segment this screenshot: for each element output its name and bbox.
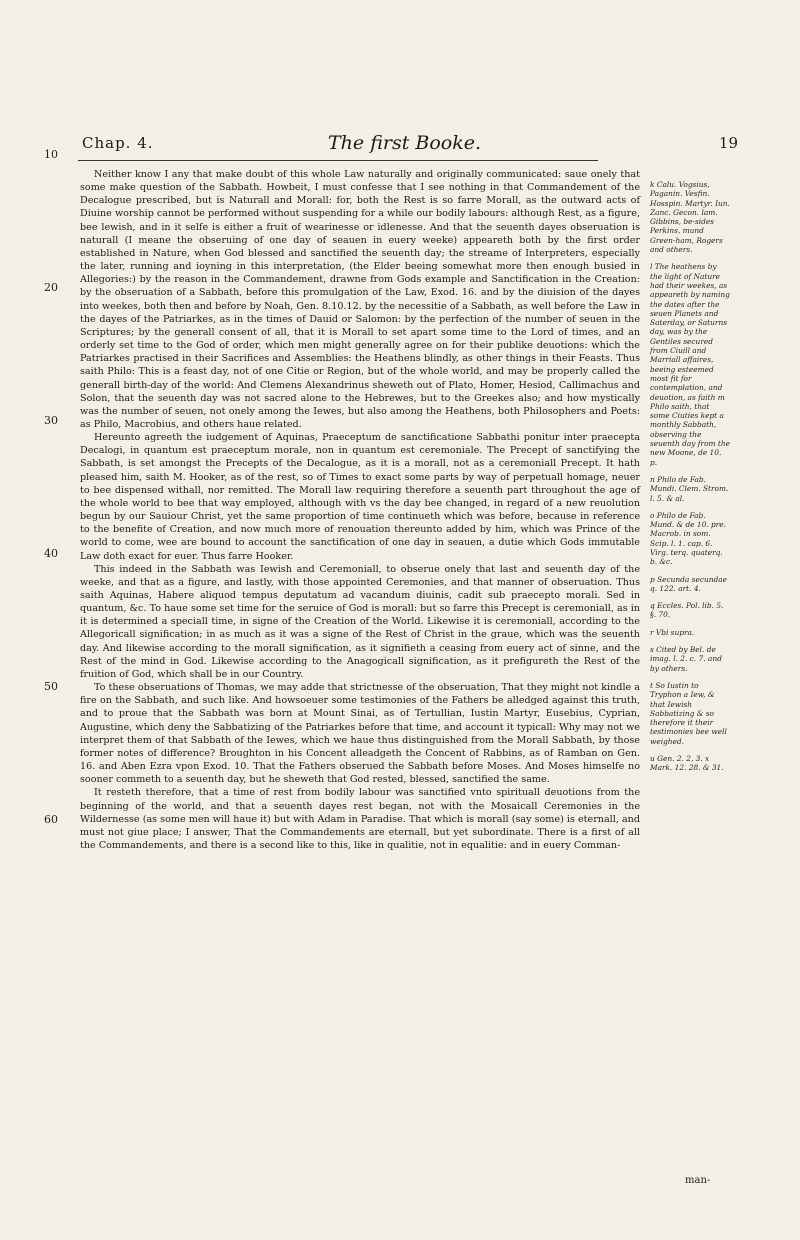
margin-note: p Secunda secundae q. 122. art. 4. [650,574,727,593]
margin-note: r Vbi supra. [650,627,695,637]
margin-note: n Philo de Fab. Mundi. Clem. Strom. l. 5. & al. [650,474,729,503]
paragraph: Hereunto agreeth the iudgement of Aquinas, Praeceptum de sanctificatione Sabbathi ponitur inter praecepta Decalogi, in quantum est praeceptum morale, non in quantum est ceremoniale. The Precept of sanctifying the Sabbath, is set amongst the Precepts of the Decalogue, as it is a morall, not as a ceremoniall Precept. It hath pleased him, saith M. Hooker, as of the rest, so of Times to exact some parts by way of perpetuall homage, neuer to bee dispensed withall, nor remitted. The Morall law requiring therefore a seuenth part throughout the age of the whole world to bee that way employed, although with vs the day bee changed, in regard of a new reuolution begun by our Sauiour Christ, yet the same proportion of time continueth which was before, because in reference to the benefite of Creation, and now much more of renouation thereunto added by him, which was Prince of the world to come, wee are bound to account the sanctification of one day in seauen, a dutie which Gods immutable Law doth exact for euer. Thus farre Hooker. [80,432,640,562]
line-number: 60 [44,813,58,826]
line-number: 30 [44,414,58,427]
line-number: 20 [44,281,58,294]
paragraph: To these obseruations of Thomas, we may adde that strictnesse of the obseruation, That they might not kindle a fire on the Sabbath, and such like. And howsoeuer some testimonies of the Fathers be alledged against this truth, and to proue that the Sabbath was born at Mount Sinai, as of Tertullian, Iustin Martyr, Eusebius, Cyprian, Augustine, which deny the Sabbatizing of the Patriarkes before that time, and account it typicall: Why may not we interpret them of that Sabbath of the Iewes, which we haue thus distinguished from the Morall Sabbath, by those former notes of difference? Broughton in his Concent alleadgeth the Concent of Rabbins, as of Ramban on Gen. 16. and Aben Ezra vpon Exod. 10. That the Fathers obserued the Sabbath before Moses. And Moses himselfe no sooner commeth to a seuenth day, but he sheweth that God rested, blessed, sanctified the same. [80,682,640,786]
margin-note: q Eccles. Pol. lib. 5. §. 70. [650,601,724,620]
marginal-notes [650,180,730,781]
paragraph: It resteth therefore, that a time of rest from bodily labour was sanctified vnto spirituall deuotions from the beginning of the world, and that a seuenth dayes rest began, not with the Mosaicall Ceremonies in the Wildernesse (as some men will haue it) but with Adam in Paradise. That which is morall (say some) is eternall, and must not giue place; I answer, That the Commandements are eternall, but yet subordinate. There is a first of all the Commandements, and there is a second like to this, like in qualitie, not in equalitie: and in euery Comman- [80,787,640,851]
running-title: The first Booke. [328,132,482,154]
main-text [80,168,640,852]
margin-note: o Philo de Fab. Mund. & de 10. pre. Macrob. in som. Scip. l. 1. cap. 6. Virg. terq. quaterq. b. &c. [650,510,726,567]
paragraph: This indeed in the Sabbath was Iewish and Ceremoniall, to obserue onely that last and seuenth day of the weeke, and that as a figure, and lastly, with those appointed Ceremonies, and that manner of obseruation. Thus saith Aquinas, Habere aliquod tempus deputatum ad vacandum diuinis, cadit sub praecepto morali. Sed in quantum, &c. To haue some set time for the seruice of God is morall: but so farre this Precept is ceremoniall, as in it is determined a speciall time, in signe of the Creation of the World. Likewise it is ceremoniall, according to the Allegoricall signification; in as much as it was a signe of the Rest of Christ in the graue, which was the seuenth day. And likewise according to the morall signification, as it signifieth a ceasing from euery act of sinne, and the Rest of the mind in God. Likewise according to the Anagogicall signification, as it prefigureth the Rest of the fruition of God, which shall be in our Country. [80,563,640,680]
line-number: 10 [44,148,58,161]
chapter-label: Chap. 4. [82,134,154,152]
margin-note: u Gen. 2. 2, 3. x Mark. 12. 28. & 31. [650,754,724,773]
catchword: man- [685,1175,711,1186]
page-number: 19 [718,134,738,152]
margin-note: k Calu. Vogsius, Paganin. Vesfin. Hosspin. Martyr. Iun. Zanc. Gecon. lam. Gibbins, be-sides Perkins, mund Green-ham, Rogers and others. [650,180,730,255]
paragraph: Neither know I any that make doubt of this whole Law naturally and originally communicated: saue onely that some make question of the Sabbath. Howbeit, I must confesse that I see nothing in that Commandement of the Decalogue prescribed, but is Naturall and Morall: for, both the Rest is so farre Morall, as the outward acts of Diuine worship cannot be performed without suspending for a while our bodily labours: although Rest, as a figure, bee lewish, and in it selfe is either a fruit of wearinesse or idlenesse. And that the seuenth dayes obseruation is naturall (I meane the obseruing of one day of seauen in euery weeke) appeareth both by the first order established in Nature, when God blessed and sanctified the seuenth day; the streame of Interpreters, especially the later, running and ioyning in this interpretation, (the Elder beeing somewhat more then enough busied in Allegories:) by the reason in the Commandement, drawne from Gods example and Sanctification in the Creation: by the obseruation of a Sabbath, before this promulgation of the Law, Exod. 16. and by the diuision of the dayes into weekes, both then and before by Noah, Gen. 8.10.12. by the necessitie of a Sabbath, as well before the Law in the dayes of the Patriarkes, as in the times of Dauid or Salomon: by the perfection of the number of seuen in the Scriptures; by the generall consent of all, that it is Morall to set apart some time to the Lord of times, and an orderly set time to the God of order, which men might generally agree on for their publike deuotions: which the Patriarkes practised in their Sacrifices and Assemblies: the Heathens blindly, as other things in their Feasts. Thus saith Philo: This is a feast day, not of one Citie or Region, but of the whole world, and may be properly called the generall birth-day of the world: And Clemens Alexandrinus sheweth out of Plato, Homer, Hesiod, Callimachus and Solon, that the seuenth day was not sacred alone to the Hebrewes, but to the Greekes also; and how mystically was the number of seuen, not onely among the Iewes, but also among the Heathens, both Philosophers and Poets: as Philo, Macrobius, and others haue related. [80,169,640,430]
running-header [78,132,738,162]
margin-note: l The heathens by the light of Nature had their weekes, as appeareth by naming the dates after the seuen Planets and Saterday, or Saturns day, was by the Gentiles secured from Ciuill and Marriall affaires, beeing esteemed most fit for contemplation, and deuotion, as faith m Philo saith, that some Ciuties kept a monthly Sabbath, observing the seuenth day from the new Moone, de 10. p. [650,262,730,467]
margin-note: s Cited by Bel. de imag. l. 2. c. 7. and by others. [650,645,722,673]
line-number: 50 [44,680,58,693]
line-number: 40 [44,547,58,560]
margin-note: t So Iustin to Tryphon a Iew, & that Iewish Sabbatizing & so therefore it their testimonies bee well weighed. [650,680,727,746]
header-rule [78,160,598,161]
